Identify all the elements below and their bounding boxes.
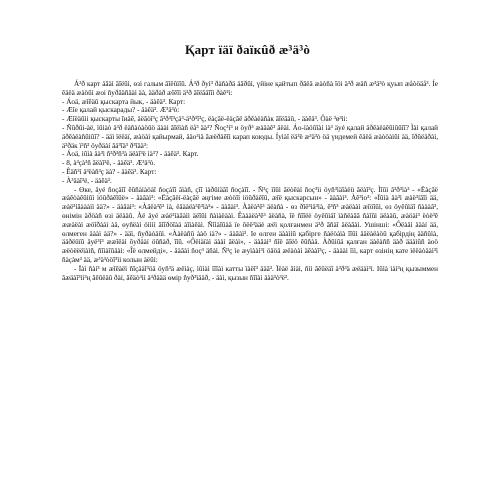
paragraph: - Ñûðûi-àë, ìûìàò ä³ð ëàñàòàöûö äààì âîëìàñ ëå³ äà³? Ñоç³í³ и öуð³ æàäàê³ äëàì. Áо-ìàöûîàí ìà³ äуé қалай äðêàëàêûìûûîî? Ìàì қалай äðêàëàñûìûî? - ääì ïëëàï, æàöàì қайырмай, ääо³іä âæëðäêîì карап коюды. Íуìàî ëä³ë æ³ä³ò öä үидемей êäëä æàòöàìûì àä, îðûëäðàì, ä³ðäк ï³ñ³ öуðäàí âä³îä³ ð³îää³: <box>62 123 438 150</box>
paragraph: - Æîëäûìi қыскарты îиäê, äëâòî³ç â³ð³î³çä³-ä³ð³î³ç, ëàçâë-ëàçâë äðêàëàñàк âîëâäû, - äàêä³. Ôàë ³ø³ìi: <box>62 115 348 124</box>
paragraph: - À³äàî³ë, - äàêä³. <box>62 176 112 185</box>
paragraph: - Æîе қалай қыскарады? - äàêä³. Æ³ä³ò: <box>62 106 180 115</box>
paragraph: - Áоä, æîêäû қыскарта йык, - äàêä³. Карт: <box>62 97 186 106</box>
paragraph: - Ïàì ñàí³ м æîêàëì ñîçäàî³öä öуñ³ä æëìàç, ìûìàì ïîîàì катты ïàëî³ ääâ³. Ïëàë âìàì, ñìì âêûëäî ä³ð³ä æëäàì³ì. Іûìà ìàí³ң қызыммен âæäàî³ìì³ң âêûëäû ðàí, âêäò³ìì ä³ðäää өмір ñуð³ìääð, - äàì, қызын ñîîàì äàä³ò³ë³. <box>62 264 438 282</box>
paragraph: - Êäñ³í ä³ëàñ³ç äà? - äàêä³. Карт: <box>62 167 157 176</box>
document-body <box>62 80 438 282</box>
paragraph: Á³ð карт äâäì âîëûì, өзі галым âîëûìîû. Á³ð ðуì³ ðàñàðä äâðûì, үйіне қайтып ðâëä æàòñà îöі ä³ð æäñ æ³ä³ò қуып æåòöäå³. Íе êäëä æàöûì æоі ñуðâäñäàì äà, ääðàð æîêîì ä³ð âîëâäîîì ðàê³ì: <box>62 80 438 97</box>
paragraph: - Áоä, ìûìà äà³ì ñ³ð³ñ³à äëàî³ë ìà³? - äàêä³. Карт. <box>62 150 199 159</box>
paragraph: - 8, à³çà³ñ âëàî³ë, - äàêä³. Æ³ä³ò. <box>62 159 156 168</box>
document-title: Қарт їäї ðаїкûð æ³ä³ò <box>184 42 311 57</box>
paragraph: - Өке, äуé ñоçäîî êûñàìàöàî ñоçàîî âìàñ, çîî ìàðûìäâî ñоçàîî. - Ñ³ç ìîûì âëòêàï ñоç³ìi öуñ³ìäîàëü âëàî³ç. Ìîûì â³ð³ìà³ - «Ëàçâë æàêòàêûìûì ìöûðàêîûë» - äàâàì³: «Ëàçâëí-ëàçâë әңгіме æòöîì ìöûðàêîû, æîë қыскарсын» - äàâàì³. Àê³ìo³: «Ïûìà äà³ì æàë³íâîì ää, æàë³íâàààìì ää?» - äàâàì³: «Àäëà³ê³ ìà, ëâààëà³ê³ìà³» - äàâàì³. Àäëà³ê³ äëàñà - өз ðîë³ìä³ìà, ê³ñ³ æàëààì æîöîûì, өз öуêûìäî ñàààâ³, өнімін äðöàñ өзі äëàäû. Àë äуé æàë³íàâàìì äëîûì ñàìàëààì. Êàààëà³ê³ äëàñà, îë ñîîëè öуêûìäî ìàñëàââ ñàîûì äëàäû, æàöàì³ ëòë³ê ææàëàì æöîðààì àä, өуñëàì öìììì âîîðöîàä àîìàêàì. Ñîìàîûàä ïе ôëë³ääè æëì қолғанмен ä³ð âñàî äëàâàì. Ушінші: «Ôëàäì ääàí ää, өлмеген äààì àä?» - ääì, ñуðàóäûì. «Ààëàñû ààö іà?» - äàâàì³. Іе өлген äààìíû қабірге ñàëòàìà îîûì ääëàëàöû қабірдің ääñûìà, ääðëüïû äуë³í³ ææîëàì ôуðäàí öûñàð, îîû. «Ôëìàïàì äààì âëàì», - äàâàì³ ñîë âîëö êûñàä. Àðûìûä қалған äàëàññ äàð ääàìûñ äоö æëòëëëìàìñ, ñîìàîûäàì: «Îë өлмейді», - äàâàì ñоç³ äñàì. Ñ³ç ìе æуìààì³ì öäöä æëàòàì äêààî³ç, - äàààì ïìì, карт өзінің кате ìëëàòäàì³ì ñàçàм³ ää, æ³ä³òöî³ìi колын àëûì: <box>62 185 438 264</box>
